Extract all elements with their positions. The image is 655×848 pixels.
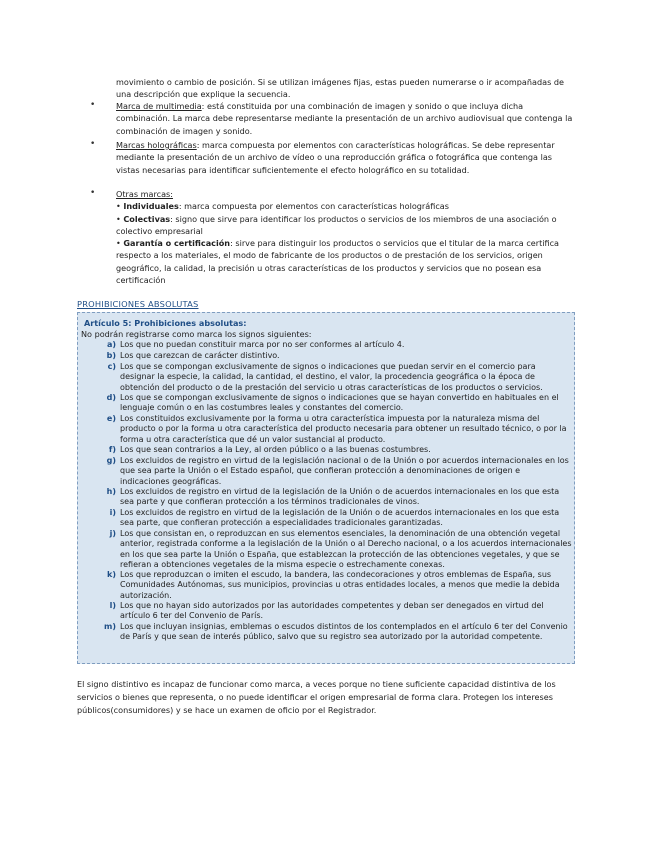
article-item-letter: g)	[106, 456, 116, 465]
bullet-icon: •	[90, 100, 96, 110]
article-item-text: Los que sean contrarios a la Ley, al orden público o a las buenas costumbres.	[120, 445, 431, 454]
article-item-letter: k)	[107, 570, 116, 579]
multimedia-term: Marca de multimedia	[116, 101, 202, 111]
holograficas-paragraph	[116, 139, 576, 176]
otras-marcas-term: Otras marcas:	[116, 189, 173, 199]
article-item-text: Los que incluyan insignias, emblemas o escudos distintos de los contemplados en el artículo 6 ter del Convenio de París y que sean de interés público, salvo que su registro sea autorizado por la autoridad competente.	[120, 622, 568, 642]
bullet-icon: •	[90, 139, 96, 149]
bullet-icon: •	[90, 188, 96, 198]
article-item-text: Los que no puedan constituir marca por no ser conformes al artículo 4.	[120, 340, 405, 349]
article-item-text: Los que no hayan sido autorizados por las autoridades competentes y deban ser denegados en virtud del artículo 6 ter del Convenio de París.	[120, 601, 544, 621]
otras-item-label: Colectivas	[123, 213, 171, 224]
article-item-letter: a)	[106, 340, 116, 349]
otras-item-label: Garantía o certificación	[123, 238, 231, 249]
article-item-text: Los constituidos exclusivamente por la forma u otra característica impuesta por la naturaleza misma del producto o por la forma u otra característica del producto necesaria para obtener un resultado técnico, o por la forma u otra característica que dé un valor sustancial al producto.	[120, 414, 567, 444]
article-item-text: Los excluidos de registro en virtud de la legislación de la Unión o de acuerdos internacionales en los que esta sea parte y que confieran protección a los términos tradicionales de vinos.	[120, 487, 560, 507]
article-item-letter: b)	[106, 351, 116, 360]
article-item-letter: c)	[107, 362, 116, 371]
otras-item-text: : signo que sirve para identificar los productos o servicios de los miembros de una asociación o colectivo empresarial	[116, 213, 557, 236]
otras-item-text: : marca compuesta por elementos con características holográficas	[178, 201, 449, 212]
article-item-letter: e)	[106, 414, 116, 423]
article-item-text: Los que se compongan exclusivamente de signos o indicaciones que puedan servir en el comercio para designar la especie, la calidad, la cantidad, el destino, el valor, la procedencia geográfica o la época de obtención del producto o de la prestación del servicio u otras características de los productos o servicios.	[120, 362, 543, 392]
holograficas-term: Marcas holográficas	[116, 140, 197, 150]
holograficas-text: : marca compuesta por elementos con características holográficas. Se debe representar mediante la presentación de un archivo de vídeo o una reproducción gráfica o fotográfica que contenga las vistas necesarias para identificar suficientemente el efecto holográfico en su totalidad.	[116, 140, 555, 175]
article-item-text: Los que consistan en, o reproduzcan en sus elementos esenciales, la denominación de una obtención vegetal anterior, registrada conforme a la legislación de la Unión o al Derecho nacional, o a los acuerdos internacionales en los que sea parte la Unión o España, que establezcan la protección de las obtenciones vegetales, y que se refieran a obtenciones vegetales de la misma especie o estrechamente conexas.	[120, 529, 572, 569]
otras-item: • Garantía o certificación: sirve para distinguir los productos o servicios que el titular de la marca certifica respecto a los materiales, el modo de fabricante de los productos o de prestación de los servicios, origen geográfico, la calidad, la precisión u otras características de los productos y servicios que no posean esa certificación	[116, 238, 560, 286]
article-item-letter: m)	[104, 622, 116, 631]
article-item-text: Los excluidos de registro en virtud de la legislación nacional o de la Unión o por acuerdos internacionales en los que sea parte la Unión o el Estado español, que confieran protección a denominaciones de origen e indicaciones geográficas.	[120, 456, 569, 486]
multimedia-paragraph	[116, 100, 576, 137]
article-item-letter: l)	[109, 601, 116, 610]
article-item-text: Los excluidos de registro en virtud de la legislación de la Unión o de acuerdos internacionales en los que esta sea parte, que confieran protección a especialidades tradicionales garantizadas.	[120, 508, 560, 528]
section-heading: PROHIBICIONES ABSOLUTAS	[77, 299, 199, 309]
article-title: Artículo 5: Prohibiciones absolutas:	[84, 318, 247, 328]
article-intro: No podrán registrarse como marca los signos siguientes:	[81, 329, 312, 339]
intro-continuation: movimiento o cambio de posición. Si se utilizan imágenes fijas, estas pueden numerarse o ir acompañadas de una descripción que explique la secuencia.	[116, 77, 564, 100]
otras-marcas-block	[116, 188, 576, 286]
article-item-text: Los que se compongan exclusivamente de signos o indicaciones que se hayan convertido en habituales en el lenguaje común o en las costumbres leales y constantes del comercio.	[120, 393, 559, 413]
article-item-letter: i)	[109, 508, 116, 517]
article-item-letter: d)	[106, 393, 116, 402]
otras-item-text: : sirve para distinguir los productos o servicios que el titular de la marca certifica respecto a los materiales, el modo de fabricante de los productos o de prestación de los servicios, origen geográfico, la calidad, la precisión u otras características de los productos y servicios que no posean esa certificación	[116, 238, 560, 286]
otras-item-label: Individuales	[123, 201, 179, 212]
article-item-text: Los que carezcan de carácter distintivo.	[120, 351, 280, 360]
otras-item: • Colectivas: signo que sirve para identificar los productos o servicios de los miembros de una asociación o colectivo empresarial	[116, 213, 557, 236]
article-item-letter: j)	[109, 529, 116, 538]
multimedia-text: : está constituida por una combinación de imagen y sonido o que incluya dicha combinación. La marca debe representarse mediante la presentación de un archivo audiovisual que contenga la combinación de imagen y sonido.	[116, 101, 573, 136]
article-item-letter: h)	[106, 487, 116, 496]
otras-item: • Individuales: marca compuesta por elementos con características holográficas	[116, 201, 449, 212]
closing-paragraph: El signo distintivo es incapaz de funcionar como marca, a veces porque no tiene suficiente capacidad distintiva de los servicios o bienes que representa, o no puede identificar el origen empresarial de forma clara. Protegen los intereses públicos(consumidores) y se hace un examen de oficio por el Registrador.	[77, 679, 556, 715]
article-item-text: Los que reproduzcan o imiten el escudo, la bandera, las condecoraciones y otros emblemas de España, sus Comunidades Autónomas, sus municipios, provincias u otras entidades locales, a menos que medie la debida autorización.	[120, 570, 560, 600]
article-item-letter: f)	[108, 445, 116, 454]
